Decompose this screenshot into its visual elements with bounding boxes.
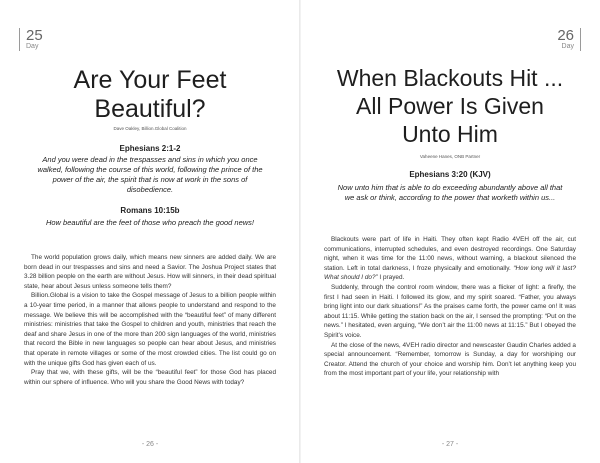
body-paragraph: Billion.Global is a vision to take the Gospel message of Jesus to a billion people within a 10-year time period, in a manner that allows people to understand and respond to the message. We believe this will be accomplished with the “beautiful feet” of many different ministries: ministries that take the Gospel to children and youth, ministries that reach the deaf and share Jesus in one of the more than 200 sign languages of the world, ministries that record the Bible in new languages so people can hear about Jesus, and ministries that operate in remote villages or some of the most crowded cities. The list could go on with the unique gifts God has given each of us. bbox=[24, 292, 276, 367]
body-paragraph: Pray that we, with these gifts, will be the “beautiful feet” for those God has placed within our sphere of influence. Who will you share the Good News with today? bbox=[24, 369, 276, 386]
title-line: All Power Is Given bbox=[356, 93, 544, 119]
title-line: Unto Him bbox=[402, 121, 498, 147]
day-number: 26 bbox=[557, 27, 574, 44]
title-line: When Blackouts Hit ... bbox=[336, 65, 564, 91]
scripture-quote: And you were dead in the trespasses and sins in which you once walked, following the course of this world, following the prince of the power of the air, the spirit that is now at work in the sons of disobedience. bbox=[37, 155, 263, 194]
scripture-reference: Ephesians 2:1-2 bbox=[119, 144, 181, 153]
scripture-quote: Now unto him that is able to do exceeding abundantly above all that we ask or think, according to the power that worketh within us... bbox=[337, 183, 563, 202]
day-marker bbox=[557, 28, 581, 51]
day-number: 25 bbox=[26, 27, 43, 44]
scripture-reference: Romans 10:15b bbox=[120, 206, 180, 215]
body-paragraph: The world population grows daily, which means new sinners are added daily. We are born dead in our trespasses and sins and need a Savior. The Joshua Project states that 3.28 billion people on the earth are without Jesus. How will sinners, in their dead spiritual state, hear about Jesus unless someone tells them? bbox=[24, 254, 276, 290]
author-byline: Vaheene Hanes, ONB Partner bbox=[419, 154, 481, 159]
body-text bbox=[324, 235, 576, 379]
paragraph-text: I prayed. bbox=[379, 274, 405, 282]
author-byline: Dave Oakley, Billion.Global Coalition bbox=[113, 126, 187, 131]
page-title bbox=[30, 66, 270, 124]
body-paragraph bbox=[324, 235, 576, 283]
paragraph-text: Blackouts were part of life in Haiti. They often kept Radio 4VEH off the air, cut communications, interrupted schedules, and even destroyed recordings. One Saturday night, when it was time for the 11:00 news, without warning, a blackout silenced the station. Left in total darkness, I froze physically and emotionally. bbox=[324, 236, 576, 272]
day-label: Day bbox=[26, 43, 39, 50]
day-marker bbox=[19, 28, 43, 51]
page-number: - 27 - bbox=[441, 441, 459, 448]
scripture-quote: How beautiful are the feet of those who preach the good news! bbox=[45, 218, 255, 227]
body-text bbox=[24, 253, 276, 387]
paragraph-italic: “How long will it last? What should I do?” bbox=[324, 264, 576, 282]
body-paragraph: Suddenly, through the control room window, there was a flicker of light: a firefly, the first I had seen in Haiti. I followed its glow, and my spirit soared. “Father, you always bring light into our dark situations!” As the praises came forth, the power came on! It was about 11:15. While getting the station back on the air, I sensed the prompting: “Put on the news.” I hesitated, even arguing, “We don’t air the 11:00 news at 11:15.” But I obeyed the Spirit’s voice. bbox=[324, 283, 576, 339]
page-number: - 26 - bbox=[141, 441, 159, 448]
title-line: Beautiful? bbox=[94, 95, 206, 123]
title-line: Are Your Feet bbox=[73, 66, 227, 94]
scripture-reference: Ephesians 3:20 (KJV) bbox=[409, 170, 491, 179]
day-label: Day bbox=[561, 43, 574, 50]
body-paragraph: At the close of the news, 4VEH radio director and newscaster Gaudin Charles added a special announcement. “Remember, tomorrow is Sunday, a day for worshiping our Creator. Attend the church of your choice and worship him. Don’t let anything keep you from the most important part of your life, your relationship with bbox=[324, 341, 576, 378]
page-title bbox=[306, 64, 594, 148]
right-page bbox=[300, 0, 600, 463]
